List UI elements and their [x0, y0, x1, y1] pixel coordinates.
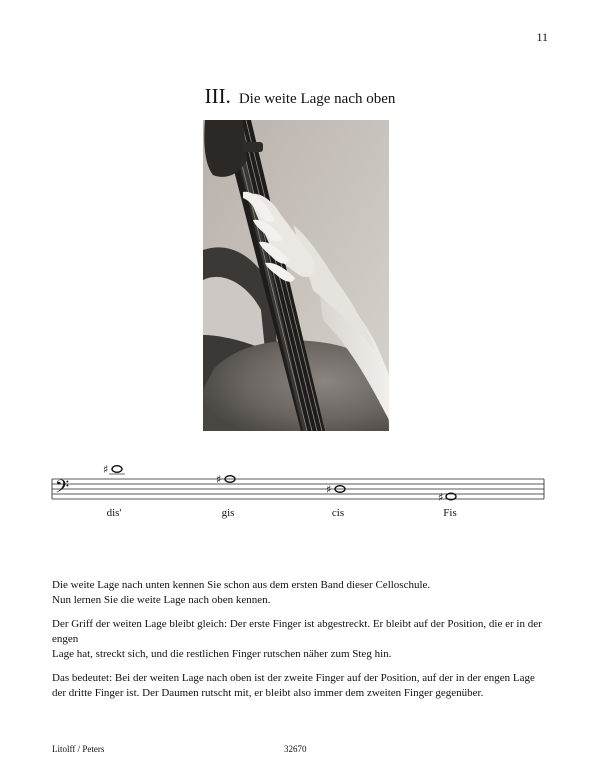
note-label: cis: [331, 507, 345, 519]
paragraph: [52, 671, 552, 701]
bass-clef-icon: 𝄢: [55, 477, 70, 502]
paragraph: [52, 578, 552, 608]
paragraph: [52, 617, 552, 662]
cello-left-hand-photo: [203, 120, 389, 431]
note-label: dis': [106, 507, 122, 519]
sharp-icon: ♯: [103, 463, 109, 476]
whole-note: [112, 466, 122, 473]
chapter-numeral: III.: [204, 84, 231, 108]
note-dis: [103, 463, 125, 519]
sharp-icon: ♯: [216, 473, 222, 486]
note-cis: [326, 483, 345, 519]
paragraph-line: Der Griff der weiten Lage bleibt gleich: Der erste Finger ist abgestreckt. Er bleibt auf der Position, die er in der engen: [52, 618, 542, 645]
paragraph-line: Die weite Lage nach unten kennen Sie schon aus dem ersten Band dieser Celloschule.: [52, 579, 431, 591]
note-label: Fis: [443, 507, 457, 519]
music-staff: [48, 458, 553, 528]
sharp-icon: ♯: [438, 491, 444, 504]
sharp-icon: ♯: [326, 483, 332, 496]
body-text: [52, 578, 552, 710]
staff-lines: [52, 479, 544, 499]
page-number: 11: [536, 30, 548, 44]
note-label: gis: [221, 507, 235, 519]
note-fis: [438, 491, 457, 519]
footer-publisher: Litolff / Peters: [52, 744, 105, 754]
paragraph-line: Nun lernen Sie die weite Lage nach oben kennen.: [52, 594, 271, 606]
paragraph-line: Das bedeutet: Bei der weiten Lage nach oben ist der zweite Finger auf der Position, auf der in der engen Lage: [52, 672, 535, 684]
paragraph-line: Lage hat, streckt sich, und die restlichen Finger rutschen näher zum Steg hin.: [52, 648, 392, 660]
paragraph-line: der dritte Finger ist. Der Daumen rutscht mit, er bleibt also immer dem zweiten Finger gegenüber.: [52, 687, 484, 699]
footer-plate-number: 32670: [284, 744, 307, 754]
note-gis: [216, 473, 235, 519]
chapter-title: [0, 74, 600, 111]
chapter-heading-text: Die weite Lage nach oben: [238, 91, 396, 107]
